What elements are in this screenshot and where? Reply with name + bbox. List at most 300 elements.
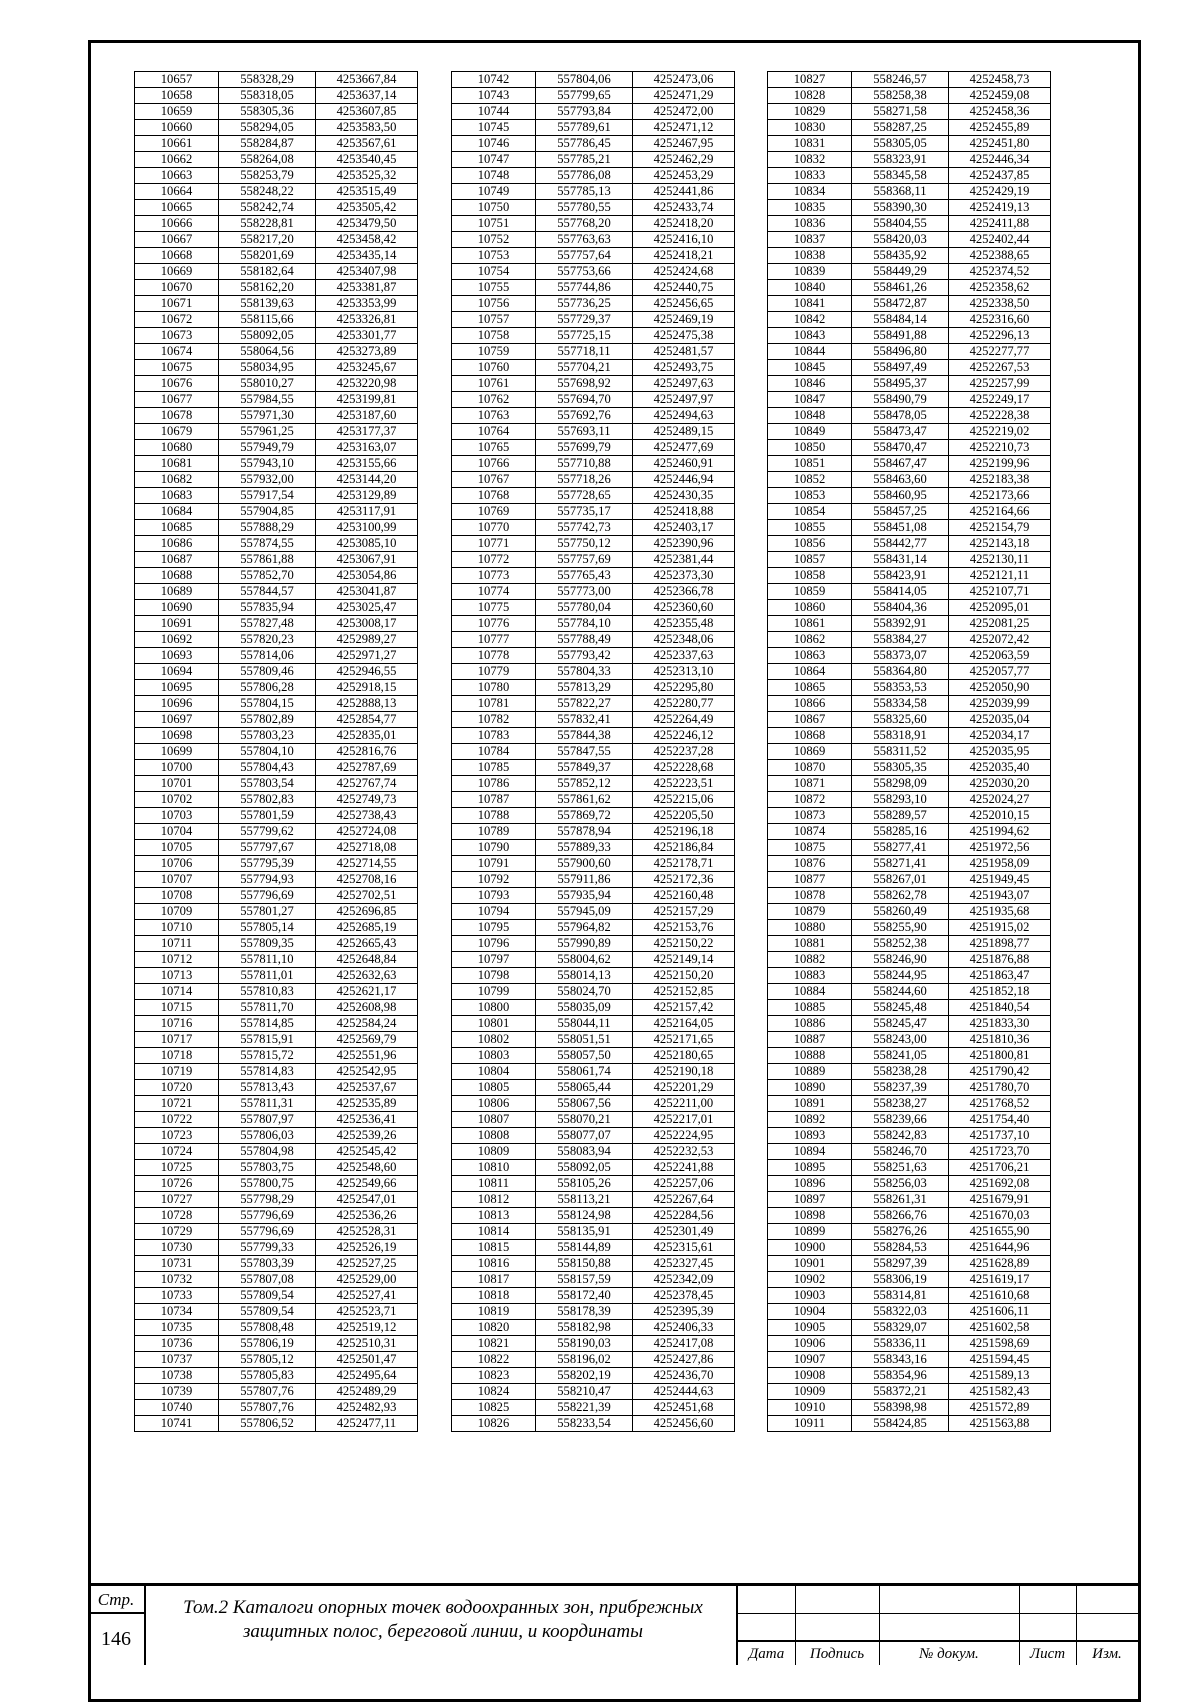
y-coordinate-cell: 4252107,71 [949, 584, 1051, 600]
x-coordinate-cell: 557935,94 [536, 888, 633, 904]
table-row [452, 1240, 735, 1256]
point-number-cell: 10696 [135, 696, 219, 712]
x-coordinate-cell: 557802,89 [219, 712, 316, 728]
table-row [768, 1016, 1051, 1032]
point-number-cell: 10788 [452, 808, 536, 824]
y-coordinate-cell: 4253041,87 [316, 584, 418, 600]
table-row [452, 600, 735, 616]
y-coordinate-cell: 4252767,74 [316, 776, 418, 792]
point-number-cell: 10663 [135, 168, 219, 184]
y-coordinate-cell: 4252183,38 [949, 472, 1051, 488]
point-number-cell: 10824 [452, 1384, 536, 1400]
table-row [135, 440, 418, 456]
x-coordinate-cell: 558353,53 [852, 680, 949, 696]
table-row [135, 248, 418, 264]
table-row [452, 1016, 735, 1032]
point-number-cell: 10867 [768, 712, 852, 728]
y-coordinate-cell: 4252237,28 [633, 744, 735, 760]
point-number-cell: 10835 [768, 200, 852, 216]
y-coordinate-cell: 4251598,69 [949, 1336, 1051, 1352]
y-coordinate-cell: 4252373,30 [633, 568, 735, 584]
point-number-cell: 10829 [768, 104, 852, 120]
table-row [768, 792, 1051, 808]
table-row [135, 1192, 418, 1208]
point-number-cell: 10875 [768, 840, 852, 856]
y-coordinate-cell: 4252418,88 [633, 504, 735, 520]
point-number-cell: 10660 [135, 120, 219, 136]
table-row [135, 216, 418, 232]
table-row [135, 760, 418, 776]
table-row [768, 808, 1051, 824]
y-coordinate-cell: 4253144,20 [316, 472, 418, 488]
y-coordinate-cell: 4252477,69 [633, 440, 735, 456]
table-row [135, 1176, 418, 1192]
y-coordinate-cell: 4252277,77 [949, 344, 1051, 360]
y-coordinate-cell: 4253163,07 [316, 440, 418, 456]
point-number-cell: 10805 [452, 1080, 536, 1096]
table-row [135, 184, 418, 200]
table-row [452, 632, 735, 648]
point-number-cell: 10802 [452, 1032, 536, 1048]
point-number-cell: 10756 [452, 296, 536, 312]
y-coordinate-cell: 4252455,89 [949, 120, 1051, 136]
y-coordinate-cell: 4252536,41 [316, 1112, 418, 1128]
point-number-cell: 10844 [768, 344, 852, 360]
x-coordinate-cell: 557820,23 [219, 632, 316, 648]
table-row [452, 1096, 735, 1112]
x-coordinate-cell: 557804,98 [219, 1144, 316, 1160]
x-coordinate-cell: 558463,60 [852, 472, 949, 488]
table-row [452, 840, 735, 856]
point-number-cell: 10837 [768, 232, 852, 248]
point-number-cell: 10798 [452, 968, 536, 984]
table-row [768, 248, 1051, 264]
y-coordinate-cell: 4251972,56 [949, 840, 1051, 856]
y-coordinate-cell: 4252708,16 [316, 872, 418, 888]
y-coordinate-cell: 4252224,95 [633, 1128, 735, 1144]
y-coordinate-cell: 4251589,13 [949, 1368, 1051, 1384]
y-coordinate-cell: 4253301,77 [316, 328, 418, 344]
point-number-cell: 10862 [768, 632, 852, 648]
x-coordinate-cell: 558144,89 [536, 1240, 633, 1256]
x-coordinate-cell: 557949,79 [219, 440, 316, 456]
x-coordinate-cell: 557704,21 [536, 360, 633, 376]
table-row [452, 1304, 735, 1320]
table-row [768, 1384, 1051, 1400]
y-coordinate-cell: 4252173,66 [949, 488, 1051, 504]
x-coordinate-cell: 557794,93 [219, 872, 316, 888]
point-number-cell: 10796 [452, 936, 536, 952]
x-coordinate-cell: 558496,80 [852, 344, 949, 360]
x-coordinate-cell: 557809,46 [219, 664, 316, 680]
table-row [452, 392, 735, 408]
table-row [452, 1176, 735, 1192]
table-row [768, 1032, 1051, 1048]
x-coordinate-cell: 558470,47 [852, 440, 949, 456]
y-coordinate-cell: 4252542,95 [316, 1064, 418, 1080]
table-row [452, 456, 735, 472]
x-coordinate-cell: 558328,29 [219, 72, 316, 88]
table-row [768, 440, 1051, 456]
point-number-cell: 10715 [135, 1000, 219, 1016]
table-row [768, 552, 1051, 568]
x-coordinate-cell: 558157,59 [536, 1272, 633, 1288]
point-number-cell: 10744 [452, 104, 536, 120]
x-coordinate-cell: 557805,12 [219, 1352, 316, 1368]
y-coordinate-cell: 4252034,17 [949, 728, 1051, 744]
x-coordinate-cell: 557789,61 [536, 120, 633, 136]
table-row [135, 680, 418, 696]
point-number-cell: 10659 [135, 104, 219, 120]
x-coordinate-cell: 557815,72 [219, 1048, 316, 1064]
point-number-cell: 10882 [768, 952, 852, 968]
point-number-cell: 10828 [768, 88, 852, 104]
y-coordinate-cell: 4251563,88 [949, 1416, 1051, 1432]
x-coordinate-cell: 557786,08 [536, 168, 633, 184]
x-coordinate-cell: 558190,03 [536, 1336, 633, 1352]
table-row [768, 1160, 1051, 1176]
point-number-cell: 10750 [452, 200, 536, 216]
x-coordinate-cell: 557802,83 [219, 792, 316, 808]
x-coordinate-cell: 558070,21 [536, 1112, 633, 1128]
point-number-cell: 10861 [768, 616, 852, 632]
y-coordinate-cell: 4252451,68 [633, 1400, 735, 1416]
point-number-cell: 10789 [452, 824, 536, 840]
x-coordinate-cell: 558051,51 [536, 1032, 633, 1048]
point-number-cell: 10714 [135, 984, 219, 1000]
point-number-cell: 10684 [135, 504, 219, 520]
table-row [135, 232, 418, 248]
y-coordinate-cell: 4252453,29 [633, 168, 735, 184]
table-row [452, 888, 735, 904]
table-row [135, 664, 418, 680]
y-coordinate-cell: 4251670,03 [949, 1208, 1051, 1224]
y-coordinate-cell: 4252246,12 [633, 728, 735, 744]
point-number-cell: 10820 [452, 1320, 536, 1336]
point-number-cell: 10705 [135, 840, 219, 856]
point-number-cell: 10901 [768, 1256, 852, 1272]
table-row [135, 392, 418, 408]
y-coordinate-cell: 4252608,98 [316, 1000, 418, 1016]
coordinates-table-3 [767, 71, 1051, 1432]
table-row [135, 1144, 418, 1160]
x-coordinate-cell: 557811,31 [219, 1096, 316, 1112]
y-coordinate-cell: 4253567,61 [316, 136, 418, 152]
table-row [135, 1272, 418, 1288]
y-coordinate-cell: 4251768,52 [949, 1096, 1051, 1112]
point-number-cell: 10833 [768, 168, 852, 184]
y-coordinate-cell: 4252702,51 [316, 888, 418, 904]
y-coordinate-cell: 4252519,12 [316, 1320, 418, 1336]
y-coordinate-cell: 4252057,77 [949, 664, 1051, 680]
x-coordinate-cell: 558287,25 [852, 120, 949, 136]
point-number-cell: 10873 [768, 808, 852, 824]
x-coordinate-cell: 557798,29 [219, 1192, 316, 1208]
point-number-cell: 10713 [135, 968, 219, 984]
table-row [768, 600, 1051, 616]
y-coordinate-cell: 4252381,44 [633, 552, 735, 568]
table-row [452, 216, 735, 232]
y-coordinate-cell: 4253067,91 [316, 552, 418, 568]
table-row [768, 120, 1051, 136]
point-number-cell: 10720 [135, 1080, 219, 1096]
title-block [88, 1583, 1141, 1665]
x-coordinate-cell: 557806,19 [219, 1336, 316, 1352]
x-coordinate-cell: 558113,21 [536, 1192, 633, 1208]
y-coordinate-cell: 4251852,18 [949, 984, 1051, 1000]
x-coordinate-cell: 558431,14 [852, 552, 949, 568]
point-number-cell: 10718 [135, 1048, 219, 1064]
point-number-cell: 10669 [135, 264, 219, 280]
x-coordinate-cell: 557765,43 [536, 568, 633, 584]
y-coordinate-cell: 4252536,26 [316, 1208, 418, 1224]
point-number-cell: 10687 [135, 552, 219, 568]
y-coordinate-cell: 4252050,90 [949, 680, 1051, 696]
x-coordinate-cell: 557780,04 [536, 600, 633, 616]
table-row [452, 104, 735, 120]
table-row [135, 376, 418, 392]
y-coordinate-cell: 4252446,94 [633, 472, 735, 488]
y-coordinate-cell: 4251958,09 [949, 856, 1051, 872]
x-coordinate-cell: 558354,96 [852, 1368, 949, 1384]
table-row [768, 648, 1051, 664]
point-number-cell: 10755 [452, 280, 536, 296]
table-row [135, 1400, 418, 1416]
y-coordinate-cell: 4252456,65 [633, 296, 735, 312]
x-coordinate-cell: 557793,42 [536, 648, 633, 664]
x-coordinate-cell: 557799,62 [219, 824, 316, 840]
y-coordinate-cell: 4252526,19 [316, 1240, 418, 1256]
table-row [135, 792, 418, 808]
y-coordinate-cell: 4252223,51 [633, 776, 735, 792]
x-coordinate-cell: 558484,14 [852, 312, 949, 328]
point-number-cell: 10722 [135, 1112, 219, 1128]
table-row [452, 1416, 735, 1432]
y-coordinate-cell: 4252528,31 [316, 1224, 418, 1240]
y-coordinate-cell: 4252196,18 [633, 824, 735, 840]
point-number-cell: 10778 [452, 648, 536, 664]
y-coordinate-cell: 4252436,70 [633, 1368, 735, 1384]
table-row [768, 376, 1051, 392]
table-row [768, 456, 1051, 472]
x-coordinate-cell: 557964,82 [536, 920, 633, 936]
x-coordinate-cell: 558297,39 [852, 1256, 949, 1272]
point-number-cell: 10832 [768, 152, 852, 168]
table-row [452, 792, 735, 808]
header-revision: Изм. [1076, 1640, 1138, 1665]
table-row [768, 360, 1051, 376]
y-coordinate-cell: 4252787,69 [316, 760, 418, 776]
point-number-cell: 10908 [768, 1368, 852, 1384]
x-coordinate-cell: 558404,36 [852, 600, 949, 616]
x-coordinate-cell: 557788,49 [536, 632, 633, 648]
point-number-cell: 10813 [452, 1208, 536, 1224]
point-number-cell: 10841 [768, 296, 852, 312]
point-number-cell: 10674 [135, 344, 219, 360]
point-number-cell: 10747 [452, 152, 536, 168]
y-coordinate-cell: 4252427,86 [633, 1352, 735, 1368]
point-number-cell: 10670 [135, 280, 219, 296]
x-coordinate-cell: 558201,69 [219, 248, 316, 264]
table-row [135, 104, 418, 120]
x-coordinate-cell: 557804,43 [219, 760, 316, 776]
x-coordinate-cell: 558449,29 [852, 264, 949, 280]
table-row [768, 1256, 1051, 1272]
y-coordinate-cell: 4252718,08 [316, 840, 418, 856]
y-coordinate-cell: 4252249,17 [949, 392, 1051, 408]
y-coordinate-cell: 4252257,99 [949, 376, 1051, 392]
y-coordinate-cell: 4252696,85 [316, 904, 418, 920]
x-coordinate-cell: 558368,11 [852, 184, 949, 200]
point-number-cell: 10763 [452, 408, 536, 424]
x-coordinate-cell: 558057,50 [536, 1048, 633, 1064]
table-row [452, 344, 735, 360]
table-row [452, 1128, 735, 1144]
y-coordinate-cell: 4252535,89 [316, 1096, 418, 1112]
x-coordinate-cell: 558115,66 [219, 312, 316, 328]
y-coordinate-cell: 4253479,50 [316, 216, 418, 232]
table-row [135, 312, 418, 328]
x-coordinate-cell: 558241,05 [852, 1048, 949, 1064]
point-number-cell: 10685 [135, 520, 219, 536]
table-row [768, 184, 1051, 200]
table-row [768, 408, 1051, 424]
y-coordinate-cell: 4251915,02 [949, 920, 1051, 936]
table-row [768, 712, 1051, 728]
x-coordinate-cell: 558255,90 [852, 920, 949, 936]
point-number-cell: 10777 [452, 632, 536, 648]
x-coordinate-cell: 558256,03 [852, 1176, 949, 1192]
point-number-cell: 10760 [452, 360, 536, 376]
point-number-cell: 10766 [452, 456, 536, 472]
table-row [768, 952, 1051, 968]
table-row [768, 1272, 1051, 1288]
table-row [135, 856, 418, 872]
x-coordinate-cell: 557807,97 [219, 1112, 316, 1128]
x-coordinate-cell: 558061,74 [536, 1064, 633, 1080]
table-row [452, 712, 735, 728]
point-number-cell: 10676 [135, 376, 219, 392]
x-coordinate-cell: 557803,54 [219, 776, 316, 792]
y-coordinate-cell: 4252467,95 [633, 136, 735, 152]
y-coordinate-cell: 4252416,10 [633, 232, 735, 248]
x-coordinate-cell: 557699,79 [536, 440, 633, 456]
table-row [452, 1320, 735, 1336]
y-coordinate-cell: 4252441,86 [633, 184, 735, 200]
table-row [135, 712, 418, 728]
table-row [135, 488, 418, 504]
point-number-cell: 10702 [135, 792, 219, 808]
point-number-cell: 10846 [768, 376, 852, 392]
table-row [135, 1096, 418, 1112]
point-number-cell: 10773 [452, 568, 536, 584]
table-row [768, 1400, 1051, 1416]
y-coordinate-cell: 4251572,89 [949, 1400, 1051, 1416]
table-row [768, 152, 1051, 168]
y-coordinate-cell: 4253025,47 [316, 600, 418, 616]
y-coordinate-cell: 4251876,88 [949, 952, 1051, 968]
x-coordinate-cell: 557805,14 [219, 920, 316, 936]
table-row [135, 824, 418, 840]
y-coordinate-cell: 4252374,52 [949, 264, 1051, 280]
x-coordinate-cell: 557801,59 [219, 808, 316, 824]
y-coordinate-cell: 4253435,14 [316, 248, 418, 264]
table-row [768, 1080, 1051, 1096]
table-row [135, 200, 418, 216]
point-number-cell: 10865 [768, 680, 852, 696]
table-row [135, 1336, 418, 1352]
x-coordinate-cell: 558345,58 [852, 168, 949, 184]
y-coordinate-cell: 4252539,26 [316, 1128, 418, 1144]
x-coordinate-cell: 557811,70 [219, 1000, 316, 1016]
point-number-cell: 10701 [135, 776, 219, 792]
y-coordinate-cell: 4251994,62 [949, 824, 1051, 840]
x-coordinate-cell: 557796,69 [219, 1208, 316, 1224]
point-number-cell: 10711 [135, 936, 219, 952]
table-row [452, 504, 735, 520]
y-coordinate-cell: 4252355,48 [633, 616, 735, 632]
x-coordinate-cell: 558196,02 [536, 1352, 633, 1368]
point-number-cell: 10818 [452, 1288, 536, 1304]
table-row [452, 328, 735, 344]
table-row [452, 88, 735, 104]
point-number-cell: 10658 [135, 88, 219, 104]
y-coordinate-cell: 4252419,13 [949, 200, 1051, 216]
y-coordinate-cell: 4252460,91 [633, 456, 735, 472]
point-number-cell: 10731 [135, 1256, 219, 1272]
table-row [768, 680, 1051, 696]
table-row [452, 1352, 735, 1368]
y-coordinate-cell: 4252301,49 [633, 1224, 735, 1240]
y-coordinate-cell: 4252395,39 [633, 1304, 735, 1320]
y-coordinate-cell: 4252971,27 [316, 648, 418, 664]
table-row [768, 328, 1051, 344]
x-coordinate-cell: 558244,95 [852, 968, 949, 984]
y-coordinate-cell: 4253637,14 [316, 88, 418, 104]
y-coordinate-cell: 4252186,84 [633, 840, 735, 856]
y-coordinate-cell: 4252551,96 [316, 1048, 418, 1064]
point-number-cell: 10889 [768, 1064, 852, 1080]
y-coordinate-cell: 4252316,60 [949, 312, 1051, 328]
x-coordinate-cell: 557694,70 [536, 392, 633, 408]
x-coordinate-cell: 557718,11 [536, 344, 633, 360]
y-coordinate-cell: 4252430,35 [633, 488, 735, 504]
point-number-cell: 10864 [768, 664, 852, 680]
table-row [768, 1000, 1051, 1016]
point-number-cell: 10677 [135, 392, 219, 408]
y-coordinate-cell: 4252545,42 [316, 1144, 418, 1160]
table-row [135, 424, 418, 440]
y-coordinate-cell: 4253100,99 [316, 520, 418, 536]
y-coordinate-cell: 4251898,77 [949, 936, 1051, 952]
table-row [768, 1304, 1051, 1320]
point-number-cell: 10839 [768, 264, 852, 280]
table-row [768, 776, 1051, 792]
point-number-cell: 10910 [768, 1400, 852, 1416]
x-coordinate-cell: 557814,83 [219, 1064, 316, 1080]
y-coordinate-cell: 4252172,36 [633, 872, 735, 888]
point-number-cell: 10723 [135, 1128, 219, 1144]
table-row [452, 280, 735, 296]
y-coordinate-cell: 4253177,37 [316, 424, 418, 440]
point-number-cell: 10729 [135, 1224, 219, 1240]
point-number-cell: 10840 [768, 280, 852, 296]
point-number-cell: 10657 [135, 72, 219, 88]
y-coordinate-cell: 4252315,61 [633, 1240, 735, 1256]
x-coordinate-cell: 557784,10 [536, 616, 633, 632]
point-number-cell: 10876 [768, 856, 852, 872]
table-row [452, 1224, 735, 1240]
